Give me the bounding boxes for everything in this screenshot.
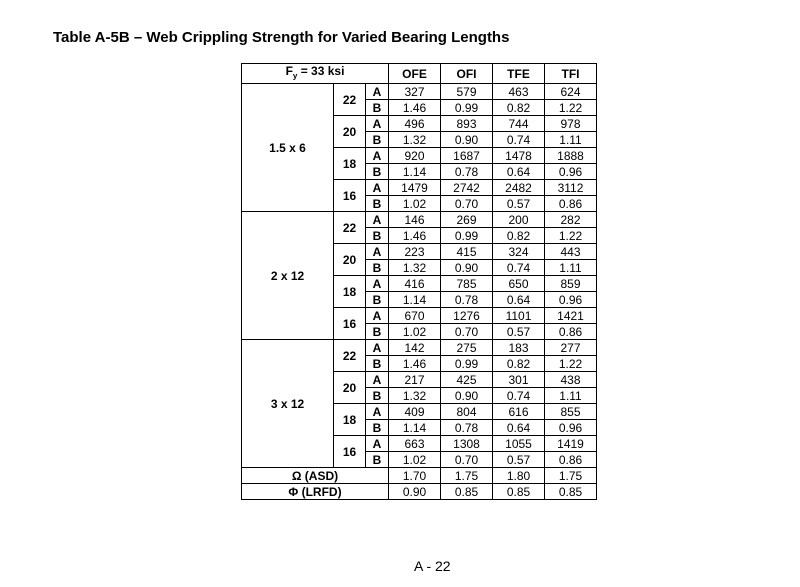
yield-strength-header [242, 64, 389, 84]
value-cell: 1479 [389, 180, 441, 196]
factor-value: 0.85 [493, 484, 545, 500]
value-cell: 0.70 [441, 452, 493, 468]
table-row [242, 212, 597, 228]
value-cell: 496 [389, 116, 441, 132]
coefficient-label: B [366, 420, 389, 436]
value-cell: 893 [441, 116, 493, 132]
value-cell: 1055 [493, 436, 545, 452]
value-cell: 0.82 [493, 100, 545, 116]
coefficient-label: A [366, 180, 389, 196]
value-cell: 1.02 [389, 452, 441, 468]
profile-label: 3 x 12 [242, 340, 334, 468]
value-cell: 0.90 [441, 132, 493, 148]
coefficient-label: B [366, 388, 389, 404]
col-header-ofe: OFE [389, 64, 441, 84]
factor-value: 1.75 [441, 468, 493, 484]
gauge-label: 20 [334, 372, 366, 404]
value-cell: 275 [441, 340, 493, 356]
value-cell: 0.99 [441, 228, 493, 244]
value-cell: 324 [493, 244, 545, 260]
value-cell: 0.57 [493, 324, 545, 340]
value-cell: 0.74 [493, 388, 545, 404]
header-row [242, 64, 597, 84]
value-cell: 0.99 [441, 100, 493, 116]
value-cell: 1.02 [389, 196, 441, 212]
factor-label: Ω (ASD) [242, 468, 389, 484]
value-cell: 978 [545, 116, 597, 132]
value-cell: 0.70 [441, 324, 493, 340]
value-cell: 269 [441, 212, 493, 228]
gauge-label: 16 [334, 308, 366, 340]
value-cell: 416 [389, 276, 441, 292]
table-row [242, 84, 597, 100]
coefficient-label: A [366, 212, 389, 228]
value-cell: 624 [545, 84, 597, 100]
value-cell: 443 [545, 244, 597, 260]
value-cell: 785 [441, 276, 493, 292]
value-cell: 277 [545, 340, 597, 356]
value-cell: 1.32 [389, 388, 441, 404]
value-cell: 0.64 [493, 420, 545, 436]
factor-value: 1.70 [389, 468, 441, 484]
gauge-label: 22 [334, 84, 366, 116]
profile-label: 1.5 x 6 [242, 84, 334, 212]
value-cell: 1888 [545, 148, 597, 164]
coefficient-label: B [366, 452, 389, 468]
value-cell: 425 [441, 372, 493, 388]
value-cell: 0.86 [545, 196, 597, 212]
coefficient-label: A [366, 244, 389, 260]
value-cell: 0.70 [441, 196, 493, 212]
value-cell: 650 [493, 276, 545, 292]
table-row [242, 340, 597, 356]
value-cell: 0.82 [493, 356, 545, 372]
value-cell: 670 [389, 308, 441, 324]
coefficient-label: B [366, 228, 389, 244]
value-cell: 282 [545, 212, 597, 228]
value-cell: 0.57 [493, 196, 545, 212]
value-cell: 1276 [441, 308, 493, 324]
web-crippling-table [241, 63, 597, 500]
value-cell: 301 [493, 372, 545, 388]
coefficient-label: B [366, 356, 389, 372]
table-title: Table A-5B – Web Crippling Strength for Varied Bearing Lengths [53, 29, 510, 46]
value-cell: 0.74 [493, 260, 545, 276]
coefficient-label: B [366, 132, 389, 148]
value-cell: 0.82 [493, 228, 545, 244]
value-cell: 200 [493, 212, 545, 228]
value-cell: 142 [389, 340, 441, 356]
coefficient-label: A [366, 404, 389, 420]
gauge-label: 18 [334, 276, 366, 308]
value-cell: 327 [389, 84, 441, 100]
value-cell: 0.78 [441, 292, 493, 308]
value-cell: 2742 [441, 180, 493, 196]
value-cell: 0.96 [545, 292, 597, 308]
value-cell: 1308 [441, 436, 493, 452]
coefficient-label: A [366, 84, 389, 100]
coefficient-label: A [366, 276, 389, 292]
value-cell: 2482 [493, 180, 545, 196]
gauge-label: 16 [334, 436, 366, 468]
fy-subscript: y [292, 71, 298, 81]
col-header-tfi: TFI [545, 64, 597, 84]
factor-value: 0.85 [441, 484, 493, 500]
value-cell: 920 [389, 148, 441, 164]
value-cell: 616 [493, 404, 545, 420]
coefficient-label: A [366, 148, 389, 164]
value-cell: 1.14 [389, 164, 441, 180]
value-cell: 0.78 [441, 420, 493, 436]
value-cell: 855 [545, 404, 597, 420]
gauge-label: 22 [334, 340, 366, 372]
value-cell: 0.86 [545, 452, 597, 468]
value-cell: 1.11 [545, 132, 597, 148]
value-cell: 0.57 [493, 452, 545, 468]
value-cell: 804 [441, 404, 493, 420]
value-cell: 859 [545, 276, 597, 292]
coefficient-label: A [366, 308, 389, 324]
value-cell: 223 [389, 244, 441, 260]
value-cell: 0.86 [545, 324, 597, 340]
profile-label: 2 x 12 [242, 212, 334, 340]
value-cell: 0.90 [441, 260, 493, 276]
value-cell: 1421 [545, 308, 597, 324]
value-cell: 1687 [441, 148, 493, 164]
value-cell: 1.46 [389, 100, 441, 116]
factor-label: Φ (LRFD) [242, 484, 389, 500]
coefficient-label: B [366, 292, 389, 308]
value-cell: 0.64 [493, 292, 545, 308]
fy-prefix: F [285, 64, 293, 78]
value-cell: 0.74 [493, 132, 545, 148]
col-header-tfe: TFE [493, 64, 545, 84]
value-cell: 1101 [493, 308, 545, 324]
value-cell: 438 [545, 372, 597, 388]
factor-row-lrfd [242, 484, 597, 500]
coefficient-label: A [366, 340, 389, 356]
coefficient-label: B [366, 196, 389, 212]
value-cell: 463 [493, 84, 545, 100]
value-cell: 0.90 [441, 388, 493, 404]
value-cell: 183 [493, 340, 545, 356]
value-cell: 1.14 [389, 292, 441, 308]
coefficient-label: B [366, 100, 389, 116]
value-cell: 1478 [493, 148, 545, 164]
page-number: A - 22 [414, 558, 451, 574]
gauge-label: 18 [334, 404, 366, 436]
value-cell: 744 [493, 116, 545, 132]
value-cell: 415 [441, 244, 493, 260]
value-cell: 1.32 [389, 260, 441, 276]
value-cell: 1.32 [389, 132, 441, 148]
value-cell: 579 [441, 84, 493, 100]
coefficient-label: A [366, 372, 389, 388]
value-cell: 0.78 [441, 164, 493, 180]
gauge-label: 20 [334, 244, 366, 276]
coefficient-label: A [366, 116, 389, 132]
value-cell: 1.02 [389, 324, 441, 340]
factor-value: 1.75 [545, 468, 597, 484]
coefficient-label: A [366, 436, 389, 452]
coefficient-label: B [366, 324, 389, 340]
value-cell: 1.11 [545, 260, 597, 276]
value-cell: 1.14 [389, 420, 441, 436]
factor-value: 0.90 [389, 484, 441, 500]
value-cell: 1419 [545, 436, 597, 452]
factor-row-asd [242, 468, 597, 484]
value-cell: 0.96 [545, 164, 597, 180]
factor-value: 0.85 [545, 484, 597, 500]
gauge-label: 20 [334, 116, 366, 148]
value-cell: 217 [389, 372, 441, 388]
value-cell: 146 [389, 212, 441, 228]
value-cell: 1.22 [545, 100, 597, 116]
value-cell: 0.64 [493, 164, 545, 180]
value-cell: 3112 [545, 180, 597, 196]
col-header-ofi: OFI [441, 64, 493, 84]
value-cell: 0.96 [545, 420, 597, 436]
value-cell: 1.46 [389, 356, 441, 372]
fy-suffix: = 33 ksi [297, 64, 345, 78]
coefficient-label: B [366, 164, 389, 180]
value-cell: 1.22 [545, 356, 597, 372]
gauge-label: 22 [334, 212, 366, 244]
value-cell: 409 [389, 404, 441, 420]
table-body [242, 84, 597, 468]
value-cell: 0.99 [441, 356, 493, 372]
coefficient-label: B [366, 260, 389, 276]
gauge-label: 18 [334, 148, 366, 180]
value-cell: 1.22 [545, 228, 597, 244]
gauge-label: 16 [334, 180, 366, 212]
value-cell: 1.46 [389, 228, 441, 244]
value-cell: 663 [389, 436, 441, 452]
value-cell: 1.11 [545, 388, 597, 404]
factor-value: 1.80 [493, 468, 545, 484]
